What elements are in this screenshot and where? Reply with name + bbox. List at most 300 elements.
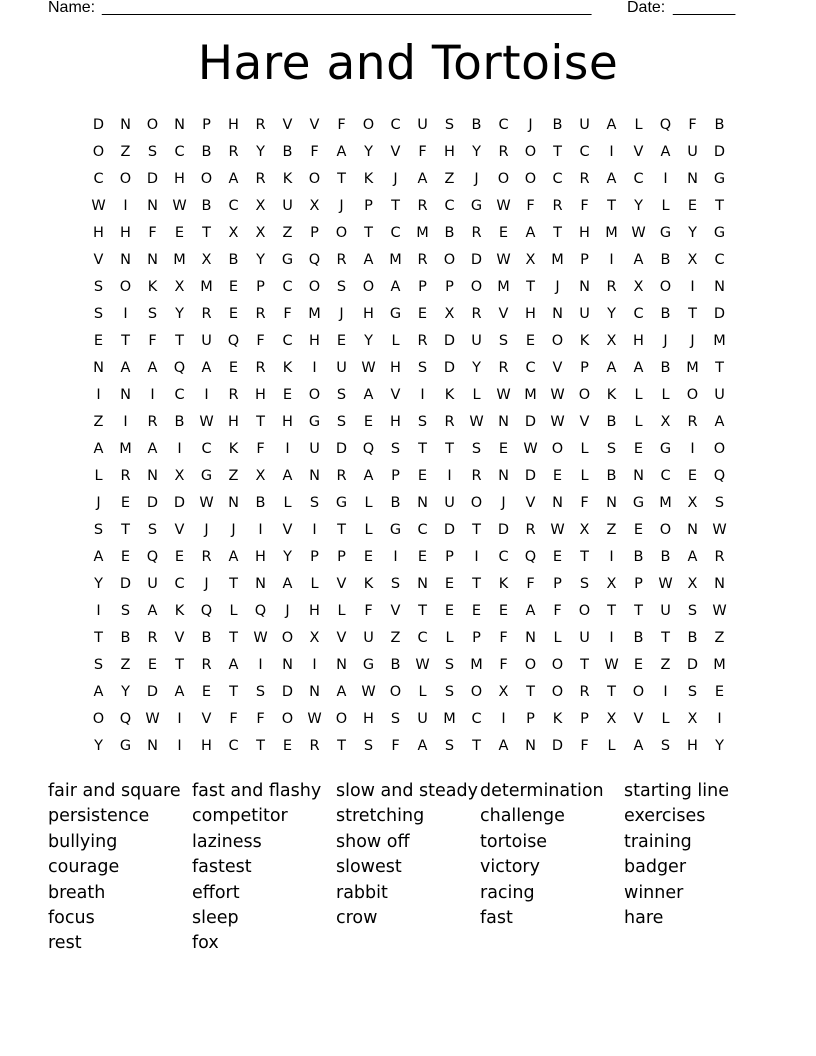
grid-letter[interactable]: E [174, 549, 185, 565]
grid-letter[interactable]: R [417, 333, 428, 349]
grid-letter[interactable]: D [686, 657, 699, 673]
grid-letter[interactable]: L [310, 576, 319, 592]
grid-letter[interactable]: O [335, 225, 348, 241]
grid-letter[interactable]: O [524, 657, 537, 673]
grid-letter[interactable]: N [228, 495, 239, 511]
grid-letter[interactable]: T [607, 684, 616, 700]
grid-letter[interactable]: H [633, 333, 644, 349]
grid-letter[interactable]: U [417, 711, 428, 727]
grid-letter[interactable]: W [550, 414, 565, 430]
grid-letter[interactable]: N [93, 360, 104, 376]
grid-letter[interactable]: O [551, 333, 564, 349]
grid-letter[interactable]: R [201, 549, 212, 565]
grid-letter[interactable]: I [474, 549, 479, 565]
grid-letter[interactable]: I [123, 414, 128, 430]
grid-letter[interactable]: P [337, 549, 346, 565]
grid-letter[interactable]: A [228, 657, 239, 673]
grid-letter[interactable]: Z [714, 630, 725, 646]
grid-letter[interactable]: E [633, 657, 644, 673]
grid-letter[interactable]: A [147, 603, 158, 619]
grid-letter[interactable]: L [580, 468, 589, 484]
grid-letter[interactable]: A [201, 360, 212, 376]
grid-letter[interactable]: T [229, 576, 238, 592]
grid-letter[interactable]: E [363, 414, 374, 430]
grid-letter[interactable]: A [120, 360, 131, 376]
grid-letter[interactable]: O [119, 171, 132, 187]
grid-letter[interactable]: S [93, 522, 104, 538]
grid-letter[interactable]: E [633, 522, 644, 538]
grid-letter[interactable]: O [524, 171, 537, 187]
grid-letter[interactable]: E [228, 360, 239, 376]
grid-letter[interactable]: I [501, 711, 506, 727]
grid-letter[interactable]: B [174, 414, 185, 430]
grid-letter[interactable]: K [363, 576, 374, 592]
grid-letter[interactable]: L [661, 711, 670, 727]
grid-letter[interactable]: U [660, 603, 671, 619]
grid-letter[interactable]: G [389, 522, 402, 538]
grid-letter[interactable]: Z [282, 225, 293, 241]
grid-letter[interactable]: T [418, 603, 427, 619]
grid-letter[interactable]: H [255, 549, 266, 565]
grid-letter[interactable]: A [228, 549, 239, 565]
grid-letter[interactable]: S [687, 684, 698, 700]
grid-letter[interactable]: T [580, 657, 589, 673]
grid-letter[interactable]: F [391, 738, 400, 754]
grid-letter[interactable]: V [282, 522, 293, 538]
grid-letter[interactable]: N [309, 468, 320, 484]
grid-letter[interactable]: F [580, 738, 589, 754]
grid-letter[interactable]: V [633, 711, 644, 727]
grid-letter[interactable]: N [120, 117, 131, 133]
grid-letter[interactable]: J [501, 495, 506, 511]
grid-letter[interactable]: V [282, 117, 293, 133]
grid-letter[interactable]: R [147, 414, 158, 430]
grid-letter[interactable]: J [690, 333, 695, 349]
grid-letter[interactable]: C [579, 144, 590, 160]
grid-letter[interactable]: R [498, 144, 509, 160]
grid-letter[interactable]: N [714, 279, 725, 295]
grid-letter[interactable]: A [93, 549, 104, 565]
grid-letter[interactable]: S [390, 576, 401, 592]
grid-letter[interactable]: T [472, 522, 481, 538]
grid-letter[interactable]: K [444, 387, 455, 403]
grid-letter[interactable]: E [687, 198, 698, 214]
grid-letter[interactable]: W [307, 711, 322, 727]
grid-letter[interactable]: B [633, 630, 644, 646]
grid-letter[interactable]: A [606, 117, 617, 133]
grid-letter[interactable]: T [553, 144, 562, 160]
grid-letter[interactable]: K [579, 333, 590, 349]
grid-letter[interactable]: S [660, 738, 671, 754]
grid-letter[interactable]: M [200, 279, 213, 295]
grid-letter[interactable]: I [609, 630, 614, 646]
grid-letter[interactable]: A [363, 252, 374, 268]
grid-letter[interactable]: T [94, 630, 103, 646]
grid-letter[interactable]: B [606, 414, 617, 430]
grid-letter[interactable]: Y [364, 144, 373, 160]
grid-letter[interactable]: I [258, 522, 263, 538]
grid-letter[interactable]: H [282, 414, 293, 430]
grid-letter[interactable]: I [177, 738, 182, 754]
grid-letter[interactable]: F [337, 117, 346, 133]
grid-letter[interactable]: F [256, 333, 265, 349]
grid-letter[interactable]: T [121, 522, 130, 538]
grid-letter[interactable]: D [146, 684, 159, 700]
grid-letter[interactable]: L [364, 522, 373, 538]
grid-letter[interactable]: C [282, 279, 293, 295]
grid-letter[interactable]: I [123, 306, 128, 322]
grid-letter[interactable]: G [632, 495, 645, 511]
grid-letter[interactable]: W [604, 657, 619, 673]
grid-letter[interactable]: M [497, 279, 510, 295]
grid-letter[interactable]: Q [524, 549, 537, 565]
grid-letter[interactable]: S [687, 603, 698, 619]
grid-letter[interactable]: P [418, 279, 427, 295]
grid-letter[interactable]: S [390, 441, 401, 457]
grid-letter[interactable]: O [470, 684, 483, 700]
grid-letter[interactable]: O [524, 144, 537, 160]
grid-letter[interactable]: A [147, 360, 158, 376]
grid-letter[interactable]: R [309, 738, 320, 754]
grid-letter[interactable]: W [496, 198, 511, 214]
grid-letter[interactable]: L [229, 603, 238, 619]
grid-letter[interactable]: I [717, 711, 722, 727]
grid-letter[interactable]: U [363, 630, 374, 646]
grid-letter[interactable]: K [606, 387, 617, 403]
grid-letter[interactable]: E [282, 387, 293, 403]
grid-letter[interactable]: H [228, 117, 239, 133]
grid-letter[interactable]: V [552, 360, 563, 376]
grid-letter[interactable]: I [204, 387, 209, 403]
grid-letter[interactable]: S [120, 603, 131, 619]
grid-letter[interactable]: F [148, 333, 157, 349]
grid-letter[interactable]: D [146, 495, 159, 511]
grid-letter[interactable]: Z [660, 657, 671, 673]
grid-letter[interactable]: M [605, 225, 618, 241]
grid-letter[interactable]: S [390, 711, 401, 727]
grid-letter[interactable]: S [147, 522, 158, 538]
grid-letter[interactable]: L [337, 603, 346, 619]
grid-letter[interactable]: V [390, 603, 401, 619]
grid-letter[interactable]: T [553, 225, 562, 241]
grid-letter[interactable]: N [282, 657, 293, 673]
grid-letter[interactable]: O [146, 117, 159, 133]
grid-letter[interactable]: P [553, 576, 562, 592]
grid-letter[interactable]: C [417, 522, 428, 538]
grid-letter[interactable]: X [309, 198, 320, 214]
grid-letter[interactable]: Y [283, 549, 292, 565]
grid-letter[interactable]: A [606, 171, 617, 187]
grid-letter[interactable]: T [256, 738, 265, 754]
grid-letter[interactable]: A [282, 468, 293, 484]
grid-letter[interactable]: P [445, 279, 454, 295]
grid-letter[interactable]: M [173, 252, 186, 268]
grid-letter[interactable]: I [177, 441, 182, 457]
grid-letter[interactable]: Q [659, 117, 672, 133]
grid-letter[interactable]: R [471, 306, 482, 322]
grid-letter[interactable]: Z [390, 630, 401, 646]
grid-letter[interactable]: E [201, 684, 212, 700]
grid-letter[interactable]: Y [634, 198, 643, 214]
grid-letter[interactable]: I [690, 441, 695, 457]
grid-letter[interactable]: H [93, 225, 104, 241]
grid-letter[interactable]: B [390, 657, 401, 673]
grid-letter[interactable]: T [418, 441, 427, 457]
grid-letter[interactable]: C [228, 198, 239, 214]
grid-letter[interactable]: K [498, 576, 509, 592]
grid-letter[interactable]: O [686, 387, 699, 403]
grid-letter[interactable]: C [93, 171, 104, 187]
grid-letter[interactable]: J [339, 198, 344, 214]
grid-letter[interactable]: Y [364, 333, 373, 349]
grid-letter[interactable]: G [713, 225, 726, 241]
grid-letter[interactable]: B [660, 306, 671, 322]
grid-letter[interactable]: O [308, 387, 321, 403]
grid-letter[interactable]: P [526, 711, 535, 727]
grid-letter[interactable]: T [688, 306, 697, 322]
grid-letter[interactable]: L [94, 468, 103, 484]
grid-letter[interactable]: M [389, 252, 402, 268]
grid-letter[interactable]: O [281, 630, 294, 646]
grid-letter[interactable]: E [417, 549, 428, 565]
grid-letter[interactable]: X [633, 279, 644, 295]
grid-letter[interactable]: F [553, 603, 562, 619]
grid-letter[interactable]: D [497, 522, 510, 538]
grid-letter[interactable]: C [390, 225, 401, 241]
grid-letter[interactable]: L [661, 198, 670, 214]
grid-letter[interactable]: E [471, 603, 482, 619]
grid-letter[interactable]: V [336, 576, 347, 592]
grid-letter[interactable]: N [336, 657, 347, 673]
grid-letter[interactable]: I [96, 603, 101, 619]
grid-letter[interactable]: R [579, 684, 590, 700]
grid-letter[interactable]: N [606, 495, 617, 511]
grid-letter[interactable]: A [282, 576, 293, 592]
grid-letter[interactable]: W [172, 198, 187, 214]
grid-letter[interactable]: S [444, 684, 455, 700]
grid-letter[interactable]: T [526, 684, 535, 700]
grid-letter[interactable]: R [228, 387, 239, 403]
grid-letter[interactable]: U [282, 198, 293, 214]
grid-letter[interactable]: F [310, 144, 319, 160]
grid-letter[interactable]: I [177, 711, 182, 727]
grid-letter[interactable]: R [147, 630, 158, 646]
grid-letter[interactable]: J [555, 279, 560, 295]
grid-letter[interactable]: O [713, 441, 726, 457]
grid-letter[interactable]: R [120, 468, 131, 484]
grid-letter[interactable]: Y [472, 144, 481, 160]
grid-letter[interactable]: P [445, 549, 454, 565]
grid-letter[interactable]: N [147, 252, 158, 268]
grid-letter[interactable]: J [204, 576, 209, 592]
grid-letter[interactable]: V [390, 144, 401, 160]
grid-letter[interactable]: P [310, 225, 319, 241]
grid-letter[interactable]: B [120, 630, 131, 646]
grid-letter[interactable]: L [580, 441, 589, 457]
grid-letter[interactable]: L [445, 630, 454, 646]
grid-letter[interactable]: O [443, 252, 456, 268]
date-blank-line[interactable]: _______ [673, 0, 736, 16]
grid-letter[interactable]: X [606, 333, 617, 349]
grid-letter[interactable]: X [255, 225, 266, 241]
grid-letter[interactable]: J [528, 117, 533, 133]
grid-letter[interactable]: A [336, 144, 347, 160]
grid-letter[interactable]: O [389, 684, 402, 700]
grid-letter[interactable]: X [606, 576, 617, 592]
grid-letter[interactable]: J [285, 603, 290, 619]
grid-letter[interactable]: P [634, 576, 643, 592]
grid-letter[interactable]: L [607, 738, 616, 754]
grid-letter[interactable]: N [525, 738, 536, 754]
grid-letter[interactable]: E [498, 225, 509, 241]
grid-letter[interactable]: X [255, 468, 266, 484]
grid-letter[interactable]: A [363, 468, 374, 484]
grid-letter[interactable]: I [690, 279, 695, 295]
grid-letter[interactable]: A [147, 441, 158, 457]
grid-letter[interactable]: O [497, 171, 510, 187]
grid-letter[interactable]: T [607, 603, 616, 619]
grid-letter[interactable]: G [119, 738, 132, 754]
grid-letter[interactable]: I [312, 360, 317, 376]
grid-letter[interactable]: X [660, 414, 671, 430]
grid-letter[interactable]: T [337, 171, 346, 187]
grid-letter[interactable]: O [470, 495, 483, 511]
grid-letter[interactable]: B [660, 549, 671, 565]
grid-letter[interactable]: C [498, 549, 509, 565]
grid-letter[interactable]: Z [444, 171, 455, 187]
grid-letter[interactable]: Q [146, 549, 159, 565]
grid-letter[interactable]: V [174, 630, 185, 646]
grid-letter[interactable]: Y [256, 144, 265, 160]
grid-letter[interactable]: A [93, 441, 104, 457]
grid-letter[interactable]: F [499, 630, 508, 646]
grid-letter[interactable]: V [174, 522, 185, 538]
grid-letter[interactable]: W [712, 522, 727, 538]
grid-letter[interactable]: N [255, 576, 266, 592]
grid-letter[interactable]: I [609, 549, 614, 565]
grid-letter[interactable]: R [417, 198, 428, 214]
grid-letter[interactable]: E [444, 603, 455, 619]
grid-letter[interactable]: H [687, 738, 698, 754]
grid-letter[interactable]: T [472, 576, 481, 592]
grid-letter[interactable]: R [498, 360, 509, 376]
grid-letter[interactable]: Y [472, 360, 481, 376]
grid-letter[interactable]: X [687, 711, 698, 727]
grid-letter[interactable]: E [552, 549, 563, 565]
grid-letter[interactable]: C [417, 630, 428, 646]
grid-letter[interactable]: W [658, 576, 673, 592]
grid-letter[interactable]: M [119, 441, 132, 457]
grid-letter[interactable]: R [687, 414, 698, 430]
grid-letter[interactable]: E [174, 225, 185, 241]
grid-letter[interactable]: N [525, 630, 536, 646]
grid-letter[interactable]: X [606, 711, 617, 727]
grid-letter[interactable]: T [634, 603, 643, 619]
grid-letter[interactable]: S [93, 306, 104, 322]
grid-letter[interactable]: Q [119, 711, 132, 727]
grid-letter[interactable]: F [418, 144, 427, 160]
grid-letter[interactable]: I [609, 144, 614, 160]
grid-letter[interactable]: T [202, 225, 211, 241]
grid-letter[interactable]: S [444, 117, 455, 133]
grid-letter[interactable]: W [496, 252, 511, 268]
grid-letter[interactable]: D [524, 414, 537, 430]
grid-letter[interactable]: D [713, 306, 726, 322]
grid-letter[interactable]: C [201, 441, 212, 457]
grid-letter[interactable]: R [255, 171, 266, 187]
grid-letter[interactable]: D [470, 252, 483, 268]
grid-letter[interactable]: E [363, 549, 374, 565]
grid-letter[interactable]: T [175, 333, 184, 349]
grid-letter[interactable]: W [199, 495, 214, 511]
grid-letter[interactable]: L [391, 333, 400, 349]
grid-letter[interactable]: C [498, 117, 509, 133]
grid-letter[interactable]: P [364, 198, 373, 214]
grid-letter[interactable]: T [715, 198, 724, 214]
grid-letter[interactable]: M [524, 387, 537, 403]
grid-letter[interactable]: H [309, 603, 320, 619]
grid-letter[interactable]: N [417, 495, 428, 511]
grid-letter[interactable]: H [309, 333, 320, 349]
grid-letter[interactable]: H [174, 171, 185, 187]
grid-letter[interactable]: V [579, 414, 590, 430]
grid-letter[interactable]: W [550, 387, 565, 403]
grid-letter[interactable]: M [470, 657, 483, 673]
grid-letter[interactable]: R [336, 252, 347, 268]
grid-letter[interactable]: D [92, 117, 105, 133]
grid-letter[interactable]: C [633, 171, 644, 187]
grid-letter[interactable]: T [472, 738, 481, 754]
grid-letter[interactable]: L [634, 117, 643, 133]
grid-letter[interactable]: K [552, 711, 563, 727]
grid-letter[interactable]: G [713, 171, 726, 187]
grid-letter[interactable]: S [498, 333, 509, 349]
grid-letter[interactable]: J [204, 522, 209, 538]
grid-letter[interactable]: B [282, 144, 293, 160]
grid-letter[interactable]: S [336, 387, 347, 403]
grid-letter[interactable]: K [147, 279, 158, 295]
grid-letter[interactable]: Y [256, 252, 265, 268]
grid-letter[interactable]: L [634, 387, 643, 403]
grid-letter[interactable]: Q [200, 603, 213, 619]
grid-letter[interactable]: V [390, 387, 401, 403]
grid-letter[interactable]: W [712, 603, 727, 619]
grid-letter[interactable]: O [578, 603, 591, 619]
grid-letter[interactable]: T [337, 522, 346, 538]
grid-letter[interactable]: P [256, 279, 265, 295]
grid-letter[interactable]: C [174, 576, 185, 592]
grid-letter[interactable]: R [255, 306, 266, 322]
grid-letter[interactable]: A [660, 144, 671, 160]
grid-letter[interactable]: O [119, 279, 132, 295]
grid-letter[interactable]: N [498, 414, 509, 430]
grid-letter[interactable]: V [498, 306, 509, 322]
grid-letter[interactable]: X [444, 306, 455, 322]
grid-letter[interactable]: S [444, 657, 455, 673]
grid-letter[interactable]: T [445, 441, 454, 457]
grid-letter[interactable]: W [550, 522, 565, 538]
grid-letter[interactable]: U [579, 117, 590, 133]
grid-letter[interactable]: L [364, 495, 373, 511]
grid-letter[interactable]: S [606, 441, 617, 457]
grid-letter[interactable]: B [660, 360, 671, 376]
grid-letter[interactable]: H [228, 414, 239, 430]
grid-letter[interactable]: A [687, 549, 698, 565]
grid-letter[interactable]: M [713, 657, 726, 673]
grid-letter[interactable]: W [469, 414, 484, 430]
grid-letter[interactable]: F [580, 495, 589, 511]
grid-letter[interactable]: I [123, 198, 128, 214]
